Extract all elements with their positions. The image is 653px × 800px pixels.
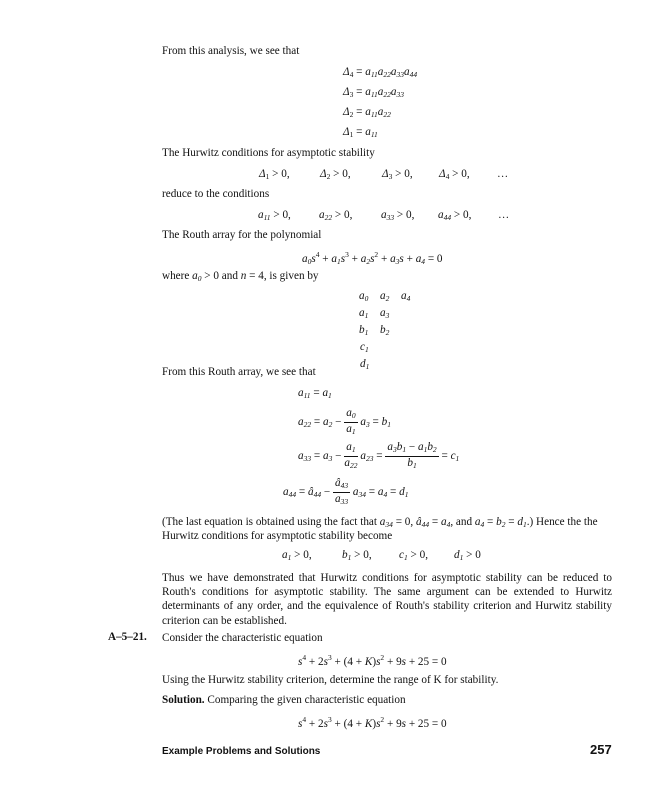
equation-a11: $a_{11} = a_1$ <box>298 387 332 400</box>
equation-a22: $a_{22} = a_2$ − $\frac{a_0}{a_1}$ $a_3 = b_1$ <box>298 407 391 436</box>
equation-characteristic: $s^4 + 2s^3 + (4 + K)s^2 + 9s + 25 = 0$ <box>298 653 447 668</box>
problem-question: Using the Hurwitz stability criterion, determine the range of K for stability. <box>162 674 499 686</box>
equation-delta3: $\Delta_3 = a_{11}a_{22}a_{33}$ <box>343 86 404 99</box>
reduce-text: reduce to the conditions <box>162 188 270 200</box>
equation-delta2: $\Delta_2 = a_{11}a_{22}$ <box>343 106 391 119</box>
problem-label: A–5–21. <box>108 631 147 643</box>
routh-intro-text: The Routh array for the polynomial <box>162 229 322 241</box>
equation-delta4: $\Delta_4 = a_{11}a_{22}a_{33}a_{44}$ <box>343 66 418 79</box>
hurwitz-become-text: Hurwitz conditions for asymptotic stability become <box>162 530 393 542</box>
equation-a33: $a_{33} = a_3$ − $\frac{a_1}{a_{22}}$ $a_{23}$ = $\frac{a_3b_1 - a_1b_2}{b_1}$ = $c_1$ <box>298 441 460 470</box>
where-text: where $a_0 > 0$ and n = 4, is given by <box>162 270 319 283</box>
intro-text: From this analysis, we see that <box>162 45 300 57</box>
equation-polynomial: $a_0s^4 + a_1s^3 + a_2s^2 + a_3s + a_4 = 0$ <box>302 250 443 266</box>
equation-characteristic-repeat: $s^4 + 2s^3 + (4 + K)s^2 + 9s + 25 = 0$ <box>298 715 447 730</box>
equation-a44: $a_{44}$ = $â_{44}$ − $\frac{â_{43}}{a_{33}}$ $a_{34} = a_4 = d_1$ <box>283 477 409 506</box>
solution-label: Solution. <box>162 694 205 706</box>
hurwitz-conditions-text: The Hurwitz conditions for asymptotic stability <box>162 147 375 159</box>
page-number: 257 <box>590 742 612 757</box>
equation-delta1: $\Delta_1 = a_{11}$ <box>343 126 378 139</box>
routh-array-text: From this Routh array, we see that <box>162 366 316 378</box>
last-equation-note: (The last equation is obtained using the fact that $a_{34} = 0$, $â_{44} = a_4$, and $a_4 = b_2 = d_1$.) Hence the the <box>162 516 598 529</box>
solution-line: Solution. Comparing the given characteristic equation <box>162 694 406 706</box>
conclusion-paragraph: Thus we have demonstrated that Hurwitz conditions for asymptotic stability can be reduced to Routh's conditions for asymptotic stability. The same argument can be extended to Hurwitz determinants of any order, and the equivalence of Routh's stability criterion and Hurwitz stability criterion can be established. <box>162 572 612 627</box>
footer-section-title: Example Problems and Solutions <box>162 746 321 757</box>
problem-text: Consider the characteristic equation <box>162 632 323 644</box>
